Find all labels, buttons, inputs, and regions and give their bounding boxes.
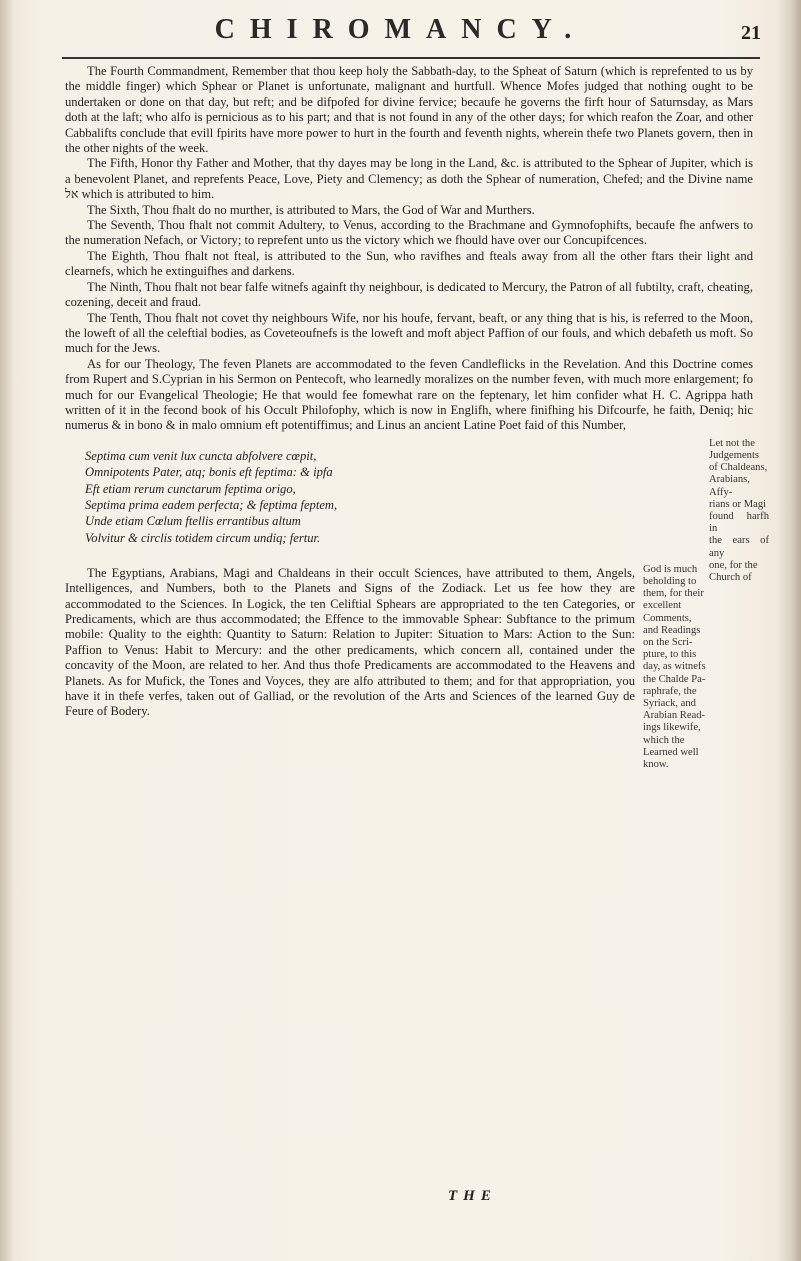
paragraph-fourth-commandment: The Fourth Commandment, Remember that thou keep holy the Sabbath-day, to the Spheat of Saturn (which is reprefented to us by the middle finger) which Sphear or Planet is unfortunate, malignant and hurtfull. Whence Mofes judged that nothing ought to be undertaken or done on that day, but reft; and be difpofed for divine fervice; becaufe he governs the firft hour of Saturnsday, as Mars doth at the laft; who alfo is pernicious as to his part; and that is not found in any of the other days; for which reafon the Zoar, and other Cabbalifts conclude that evill fpirits have more power to hurt in the fourth and feventh nights, wherein thefe two Planets govern, then in the other nights of the week. <box>65 64 753 156</box>
margin-note-line: Church of <box>709 571 752 583</box>
verse-line: Omnipotents Pater, atq; bonis eft feptima: & ipfa <box>85 465 333 480</box>
paragraph-fifth-commandment: The Fifth, Honor thy Father and Mother, that thy dayes may be long in the Land, &c. is attributed to the Sphear of Jupiter, which is a benevolent Planet, and reprefents Peace, Love, Piety and Clemency; as doth the Sphear of numeration, Chefed; and the Divine name אל which is attributed to him. <box>65 156 753 202</box>
margin-note-line: Let not the <box>709 437 755 449</box>
margin-note-line: of Chaldeans, <box>709 462 768 474</box>
margin-note-line: excellent <box>643 600 682 612</box>
margin-note-line: Syriack, and <box>643 697 696 709</box>
page-shadow-right <box>777 0 801 1261</box>
margin-note-line: on the Scri- <box>643 636 693 648</box>
margin-note-line: know. <box>643 759 669 770</box>
margin-note-line: which the <box>643 734 685 746</box>
paragraph-ninth-commandment: The Ninth, Thou fhalt not bear falfe witnefs againft thy neighbour, is dedicated to Mercury, the Patron of all fubtilty, craft, cheating, cozening, deceit and fraud. <box>65 279 753 310</box>
margin-note-line: Judgements <box>709 449 760 461</box>
margin-note-line: Comments, <box>643 612 692 624</box>
running-head: CHIROMANCY. <box>214 14 587 45</box>
margin-note-line: God is much <box>643 563 698 575</box>
margin-note-line: and Readings <box>643 624 701 636</box>
margin-note-line: ings likewife, <box>643 722 701 734</box>
margin-note-line: found harfh in <box>709 510 769 535</box>
verse-line: Eft etiam rerum cunctarum feptima origo, <box>85 481 296 496</box>
margin-note-line: pture, to this <box>643 649 697 661</box>
verse-line: Unde etiam Cœlum ftellis errantibus altum <box>85 514 301 529</box>
paragraph-seventh-commandment: The Seventh, Thou fhalt not commit Adultery, to Venus, according to the Brachmane and Gymnofophifts, becaufe fhe anfwers to the numeration Nefach, or Victory; to reprefent unto us the victory which we fhould have over our Concupifcences. <box>65 218 753 248</box>
latin-verse <box>65 448 625 546</box>
margin-note-upper <box>709 438 769 584</box>
paragraph-egyptians: The Egyptians, Arabians, Magi and Chaldeans in their occult Sciences, have attributed to them, Angels, Intelligences, and Numbers, both to the Planets and Signs of the Zodiack. Let us fee how they are accommodated to the Sciences. In Logick, the ten Celiftial Sphears are appropriated to the ten Categories, or Predicaments, which are thus accommodated; the Effence to the immovable Sphear: Subftance to the primum mobile: Quality to the eighth: Quantity to Saturn: Relation to Jupiter: Situation to Mars: Action to the Sun: Paffion to Venus: Habit to Mercury: and the other predicaments, which concern all, contained under the concavity of the Moon, are related to her. And thus thofe Predicaments are accommodated to the Heavens and Planets. As for Mufick, the Tones and Voyces, they are alfo attributed to them; and for that appropriation, you have it in thefe verfes, taken out of Galliad, or the revolution of the Arts and Sciences of the learned Guy de Feure of Bodery. <box>65 565 635 719</box>
page-number: 21 <box>741 22 761 44</box>
header-rule <box>62 57 760 59</box>
margin-note-line: rians or Magi <box>709 498 767 510</box>
margin-note-line: the ears of any <box>709 535 769 559</box>
margin-note-line: Arabians, Affy- <box>709 474 750 498</box>
margin-note-line: raphrafe, the <box>643 685 697 697</box>
margin-note-line: them, for their <box>643 588 704 600</box>
paragraph-theology: As for our Theology, The feven Planets are accommodated to the feven Candleflicks in the Revelation. And this Doctrine comes from Rupert and S.Cyprian in his Sermon on Pentecoft, who learnedly moralizes on the number feven, with much more enlargement; fo much for our Evangelical Theologie; He that would fee fomewhat rare on the feptenary, let him confider what H. C. Agrippa hath written of it in the fecond book of his Occult Philofophy, which is now in Englifh, where finifhing his Difcourfe, he faith, Deniq; hic numerus & in bono & in malo omnium eft potentiffimus; and Linus an ancient Latine Poet faid of this Number, <box>65 356 753 433</box>
page-shadow-left <box>0 0 14 1261</box>
paragraph-eighth-commandment: The Eighth, Thou fhalt not fteal, is attributed to the Sun, who ravifhes and fteals away from all the other ftars their light and clearnefs, which he extinguifhes and darkens. <box>65 248 753 279</box>
margin-note-lower <box>643 564 743 771</box>
margin-note-line: Arabian Read- <box>643 710 706 722</box>
verse-line: Volvitur & circlis totidem circum undiq; fertur. <box>85 530 321 545</box>
margin-note-line: beholding to <box>643 575 697 587</box>
verse-line: Septima cum venit lux cuncta abfolvere cœpit, <box>85 448 317 463</box>
verse-line: Septima prima eadem perfecta; & feptima feptem, <box>85 497 338 512</box>
catchword: THE <box>448 1188 497 1204</box>
paragraph-sixth-commandment: The Sixth, Thou fhalt do no murther, is attributed to Mars, the God of War and Murthers. <box>87 202 535 217</box>
margin-note-line: the Chalde Pa- <box>643 673 706 685</box>
margin-note-line: one, for the <box>709 559 758 571</box>
margin-note-line: Learned well <box>643 746 699 758</box>
paragraph-tenth-commandment: The Tenth, Thou fhalt not covet thy neighbours Wife, nor his houfe, fervant, beaft, or any thing that is his, is referred to the Moon, the loweft of all the celeftial bodies, as Coveteoufnefs is the loweft and moft abject Paffion of our fouls, and which debafeth us moft. So much for the Jews. <box>65 310 753 356</box>
main-text <box>65 64 769 770</box>
margin-note-line: day, as witnefs <box>643 661 706 673</box>
